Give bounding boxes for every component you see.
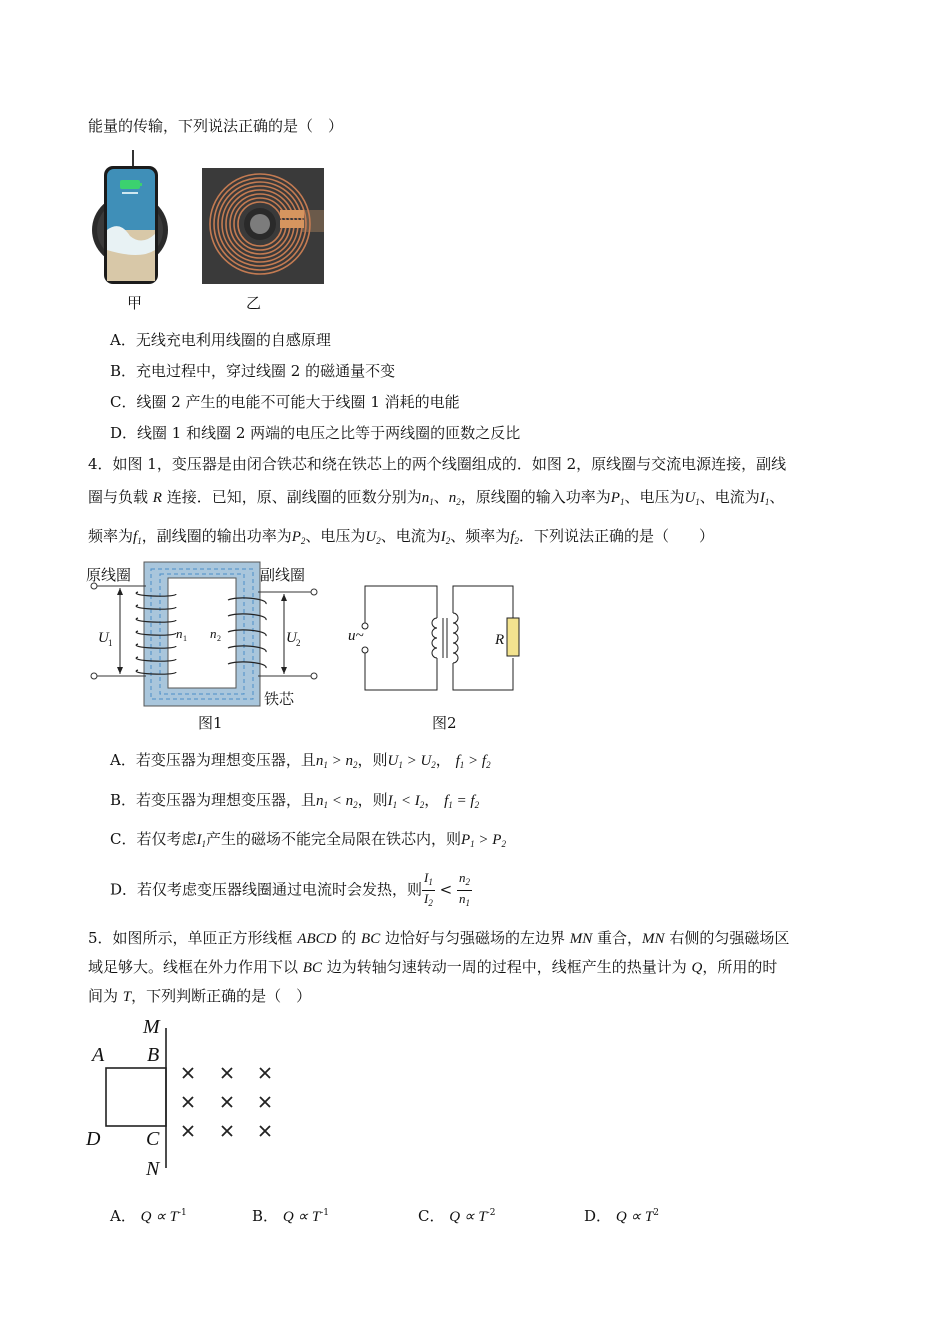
q3-figure-coil [202, 168, 324, 288]
q5-stem-line3: 间为 T，下列判断正确的是（ ） [88, 987, 312, 1005]
q3-option-c: C．线圈 2 产生的电能不可能大于线圈 1 消耗的电能 [110, 393, 460, 411]
q5-stem-line1: 5．如图所示，单匝正方形线框 ABCD 的 BC 边恰好与匀强磁场的左边界 MN 重合，MN 右侧的匀强磁场区 [88, 929, 790, 947]
q5-option-d: D． $Q \propto T^2$ [584, 1207, 659, 1225]
q5-figure-frame [80, 1018, 300, 1192]
q5-option-c: C． $Q \propto T^{-2}$ [418, 1207, 496, 1225]
q5-stem-line2: 域足够大。线框在外力作用下以 BC 边为转轴匀速转动一周的过程中，线框产生的热量计为 Q，所用的时 [88, 958, 778, 976]
q5-label-a: A [92, 1044, 105, 1066]
q4-figure2-load-label: R [495, 632, 505, 648]
q4-figure1-core-label: 铁芯 [264, 690, 295, 708]
q5-label-d: D [86, 1128, 101, 1150]
q4-figure1-primary-label: 原线圈 [86, 566, 132, 584]
q3-stem: 能量的传输，下列说法正确的是（ ） [88, 117, 344, 135]
q4-stem-line2: 圈与负载 R 连接．已知，原、副线圈的匝数分别为$n_1$、$n_2$，原线圈的输入功率为$P_1$、电压为$U_1$、电流为$I_1$、 [88, 488, 785, 507]
svg-text:1: 1 [108, 638, 113, 648]
q4-option-c: C．若仅考虑$I_1$产生的磁场不能完全局限在铁芯内，则$P_1 > P_2$ [110, 830, 506, 849]
q3-option-a: A．无线充电利用线圈的自感原理 [110, 331, 331, 349]
q3-figure-label-jia: 甲 [127, 294, 143, 312]
q4-figure2-source-label: u~ [348, 628, 364, 644]
q5-label-c: C [146, 1128, 160, 1150]
q4-option-d: D．若仅考虑变压器线圈通过电流时会发热，则 $\frac{I_1}{I_2}$ < $\frac{n_2}{n_1}$ [110, 870, 470, 908]
svg-text:U: U [98, 630, 109, 646]
q5-option-a: A． $Q \propto T^{-1}$ [110, 1207, 187, 1225]
svg-text:2: 2 [296, 638, 301, 648]
q3-figure-phone [90, 150, 170, 294]
q4-figure2-caption: 图2 [432, 714, 457, 732]
svg-text:1: 1 [183, 634, 187, 643]
q4-figure1-caption: 图1 [198, 714, 223, 732]
q4-option-b: B．若变压器为理想变压器，且$n_1 < n_2$，则$I_1 < I_2$， $f_1 = f_2$ [110, 791, 480, 810]
q4-stem-line3: 频率为$f_1$，副线圈的输出功率为$P_2$、电压为$U_2$、电流为$I_2$、频率为$f_2$．下列说法正确的是（ ） [88, 527, 714, 546]
q5-option-b: B． $Q \propto T^{-1}$ [252, 1207, 329, 1225]
svg-text:2: 2 [217, 634, 221, 643]
svg-text:n: n [176, 626, 183, 641]
q5-label-b: B [147, 1044, 160, 1066]
q5-label-m: M [143, 1016, 160, 1038]
q3-option-d: D．线圈 1 和线圈 2 两端的电压之比等于两线圈的匝数之反比 [110, 424, 521, 442]
q3-figure-label-yi: 乙 [246, 294, 262, 312]
q3-option-b: B．充电过程中，穿过线圈 2 的磁通量不变 [110, 362, 396, 380]
q4-stem-line1: 4．如图 1，变压器是由闭合铁芯和绕在铁芯上的两个线圈组成的．如图 2，原线圈与交流电源连接，副线 [88, 455, 787, 473]
q4-figure1-secondary-label: 副线圈 [260, 566, 306, 584]
svg-text:U: U [286, 630, 297, 646]
q5-label-n: N [146, 1158, 160, 1180]
svg-text:n: n [210, 626, 217, 641]
q4-option-a: A．若变压器为理想变压器，且$n_1 > n_2$，则$U_1 > U_2$， $f_1 > f_2$ [110, 751, 491, 770]
